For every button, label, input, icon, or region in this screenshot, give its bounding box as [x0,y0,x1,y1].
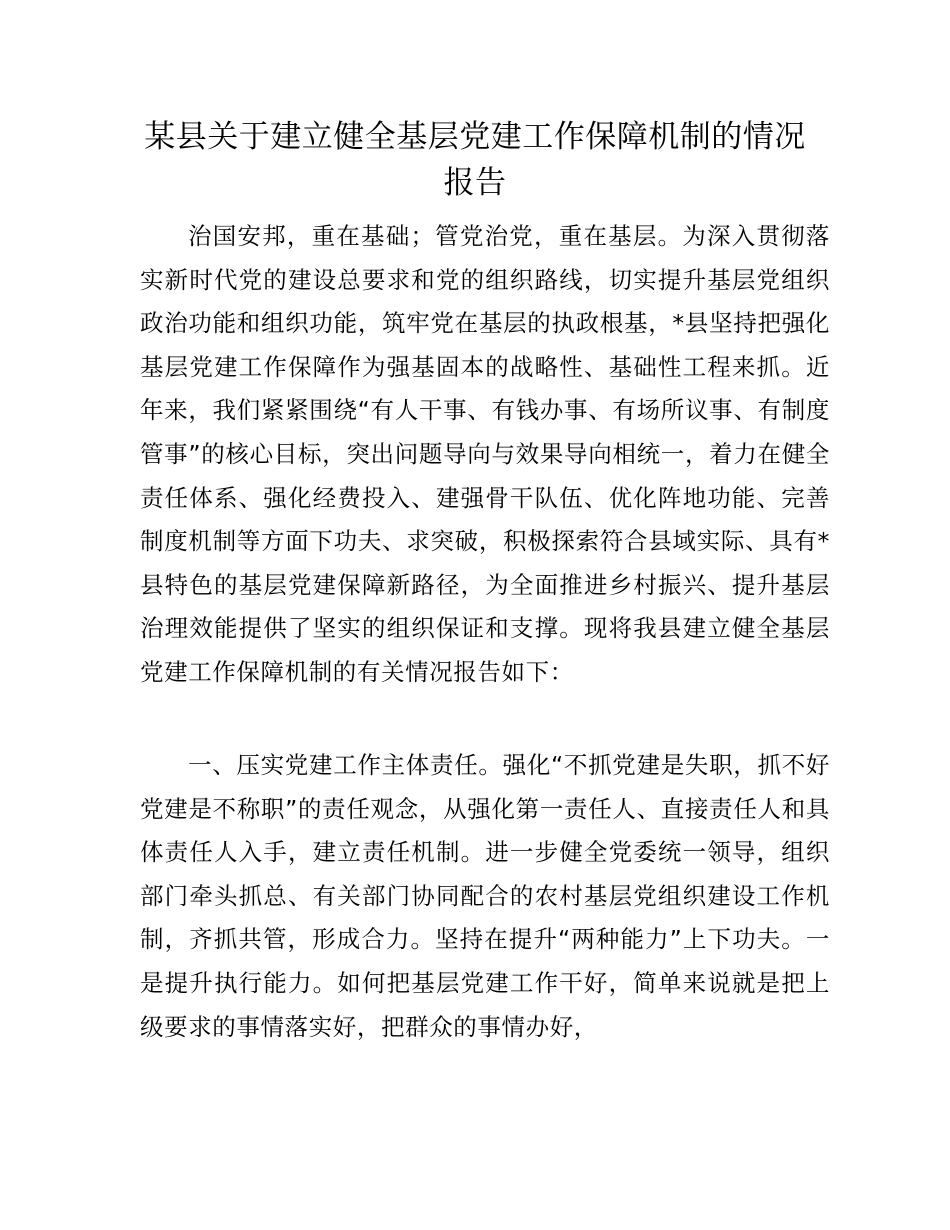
intro-paragraph: 治国安邦，重在基础；管党治党，重在基层。为深入贯彻落实新时代党的建设总要求和党的组织路线，切实提升基层党组织政治功能和组织功能，筑牢党在基层的执政根基，*县坚持把强化基层党建工作保障作为强基固本的战略性、基础性工程来抓。近年来，我们紧紧围绕“有人干事、有钱办事、有场所议事、有制度管事”的核心目标，突出问题导向与效果导向相统一，着力在健全责任体系、强化经费投入、建强骨干队伍、优化阵地功能、完善制度机制等方面下功夫、求突破，积极探索符合县域实际、具有*县特色的基层党建保障新路径，为全面推进乡村振兴、提升基层治理效能提供了坚实的组织保证和支撑。现将我县建立健全基层党建工作保障机制的有关情况报告如下： [140,222,830,686]
document-title: 某县关于建立健全基层党建工作保障机制的情况报告 [144,119,806,201]
section-one-paragraph: 一、压实党建工作主体责任。强化“不抓党建是失职，抓不好党建是不称职”的责任观念，从强化第一责任人、直接责任人和具体责任人入手，建立责任机制。进一步健全党委统一领导，组织部门牵头抓总、有关部门协同配合的农村基层党组织建设工作机制，齐抓共管，形成合力。坚持在提升“两种能力”上下功夫。一是提升执行能力。如何把基层党建工作干好，简单来说就是把上级要求的事情落实好，把群众的事情办好， [140,751,830,1041]
